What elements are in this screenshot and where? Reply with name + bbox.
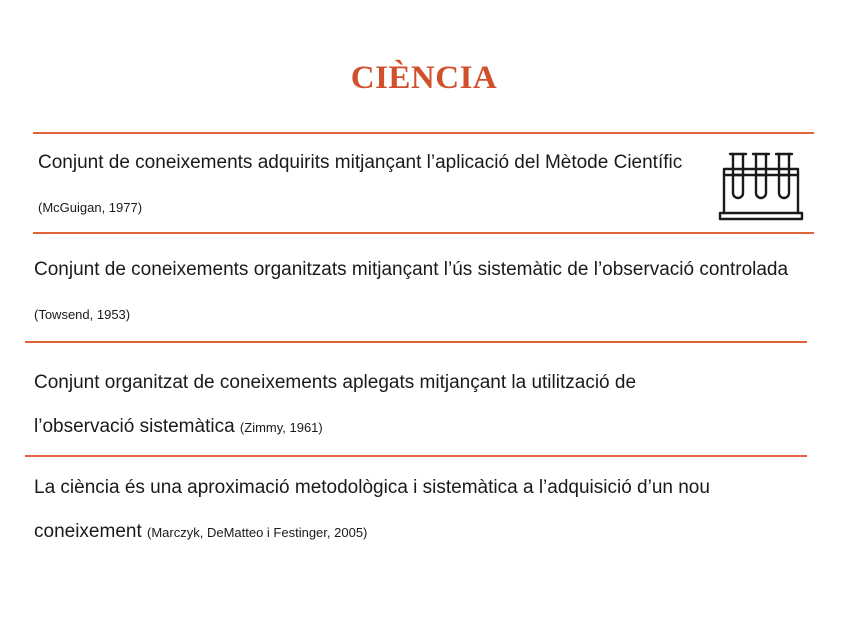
definition-item <box>38 141 698 230</box>
definition-item <box>34 248 794 337</box>
definition-text: Conjunt organitzat de coneixements aplegats mitjançant la utilització de l’observació sistemàtica <box>34 372 637 437</box>
test-tube-rack-icon <box>718 151 804 223</box>
slide-title: CIÈNCIA <box>350 60 498 96</box>
definition-citation: (McGuigan, 1977) <box>38 200 143 215</box>
definition-item <box>34 361 724 450</box>
definition-text: La ciència és una aproximació metodològica i sistemàtica a l’adquisició d’un nou coneixement <box>34 477 710 542</box>
definition-citation: (Zimmy, 1961) <box>239 420 323 435</box>
divider <box>33 232 814 234</box>
definition-item <box>34 466 804 555</box>
definition-citation: (Marczyk, DeMatteo i Festinger, 2005) <box>147 525 368 540</box>
divider <box>25 455 807 457</box>
divider <box>25 341 807 343</box>
definition-text: Conjunt de coneixements organitzats mitjançant l’ús sistemàtic de l’observació controlada <box>34 259 789 280</box>
definition-citation: (Towsend, 1953) <box>34 307 131 322</box>
definition-text: Conjunt de coneixements adquirits mitjançant l’aplicació del Mètode Científic <box>38 152 683 173</box>
divider-top <box>33 132 814 134</box>
